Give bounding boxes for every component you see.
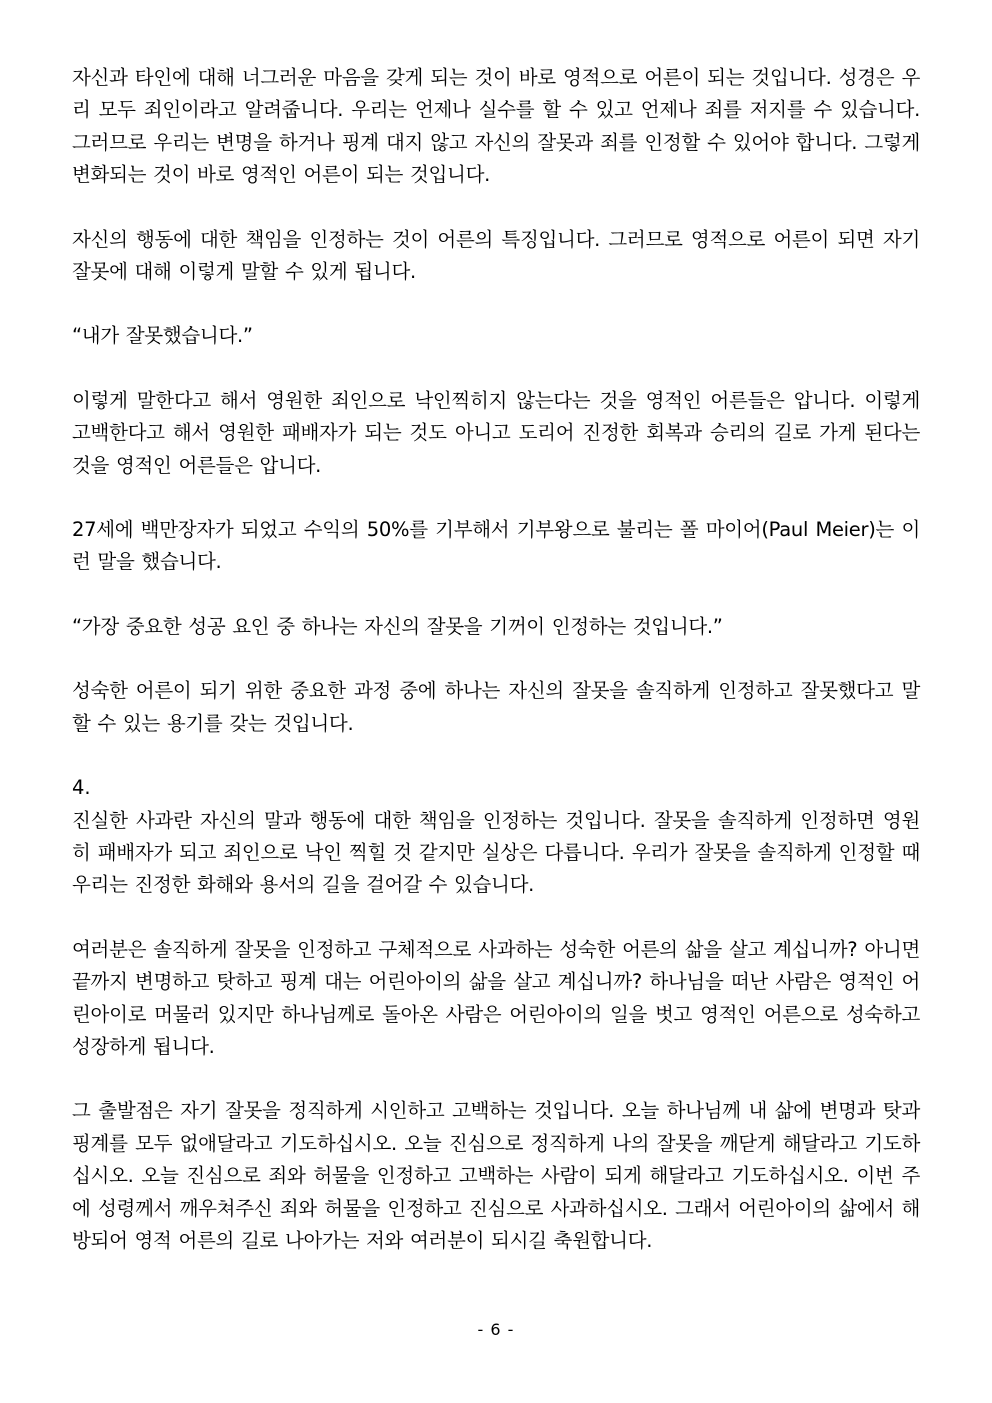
paragraph-2: 자신의 행동에 대한 책임을 인정하는 것이 어른의 특징입니다. 그러므로 영적으로 어른이 되면 자기 잘못에 대해 이렇게 말할 수 있게 됩니다. [72, 227, 920, 284]
section-number: 4. [72, 776, 91, 800]
document-page [72, 62, 920, 1257]
paragraph-7: 여러분은 솔직하게 잘못을 인정하고 구체적으로 사과하는 성숙한 어른의 삶을 살고 계십니까? 아니면 끝까지 변명하고 탓하고 핑계 대는 어린아이의 삶을 살고 계십니까? 하나님을 떠난 사람은 영적인 어린아이로 머물러 있지만 하나님께로 돌아온 사람은 어린아이의 일을 벗고 영적인 어른으로 성숙하고 성장하게 됩니다. [72, 937, 920, 1058]
quote-2: “가장 중요한 성공 요인 중 하나는 자신의 잘못을 기꺼이 인정하는 것입니다.” [72, 614, 723, 638]
paragraph-3: 이렇게 말한다고 해서 영원한 죄인으로 낙인찍히지 않는다는 것을 영적인 어른들은 압니다. 이렇게 고백한다고 해서 영원한 패배자가 되는 것도 아니고 도리어 진정한 회복과 승리의 길로 가게 된다는 것을 영적인 어른들은 압니다. [72, 388, 920, 477]
paragraph-5: 성숙한 어른이 되기 위한 중요한 과정 중에 하나는 자신의 잘못을 솔직하게 인정하고 잘못했다고 말할 수 있는 용기를 갖는 것입니다. [72, 679, 920, 735]
paragraph-1: 자신과 타인에 대해 너그러운 마음을 갖게 되는 것이 바로 영적으로 어른이 되는 것입니다. 성경은 우리 모두 죄인이라고 알려줍니다. 우리는 언제나 실수를 할 수 있고 언제나 죄를 저지를 수 있습니다. 그러므로 우리는 변명을 하거나 핑계 대지 않고 자신의 잘못과 죄를 인정할 수 있어야 합니다. 그렇게 변화되는 것이 바로 영적인 어른이 되는 것입니다. [72, 66, 920, 187]
page-number: - 6 - [477, 1320, 515, 1339]
paragraph-8: 그 출발점은 자기 잘못을 정직하게 시인하고 고백하는 것입니다. 오늘 하나님께 내 삶에 변명과 탓과 핑계를 모두 없애달라고 기도하십시오. 오늘 진심으로 정직하게 나의 잘못을 깨닫게 해달라고 기도하십시오. 오늘 진심으로 죄와 허물을 인정하고 고백하는 사람이 되게 해달라고 기도하십시오. 이번 주에 성령께서 깨우쳐주신 죄와 허물을 인정하고 진심으로 사과하십시오. 그래서 어린아이의 삶에서 해방되어 영적 어른의 길로 나아가는 저와 여러분이 되시길 축원합니다. [72, 1099, 920, 1252]
paragraph-4: 27세에 백만장자가 되었고 수익의 50%를 기부해서 기부왕으로 불리는 폴 마이어(Paul Meier)는 이런 말을 했습니다. [72, 518, 920, 574]
paragraph-6: 진실한 사과란 자신의 말과 행동에 대한 책임을 인정하는 것입니다. 잘못을 솔직하게 인정하면 영원히 패배자가 되고 죄인으로 낙인 찍힐 것 같지만 실상은 다릅니다. 우리가 잘못을 솔직하게 인정할 때 우리는 진정한 화해와 용서의 길을 걸어갈 수 있습니다. [72, 808, 920, 897]
quote-1: “내가 잘못했습니다.” [72, 324, 253, 348]
